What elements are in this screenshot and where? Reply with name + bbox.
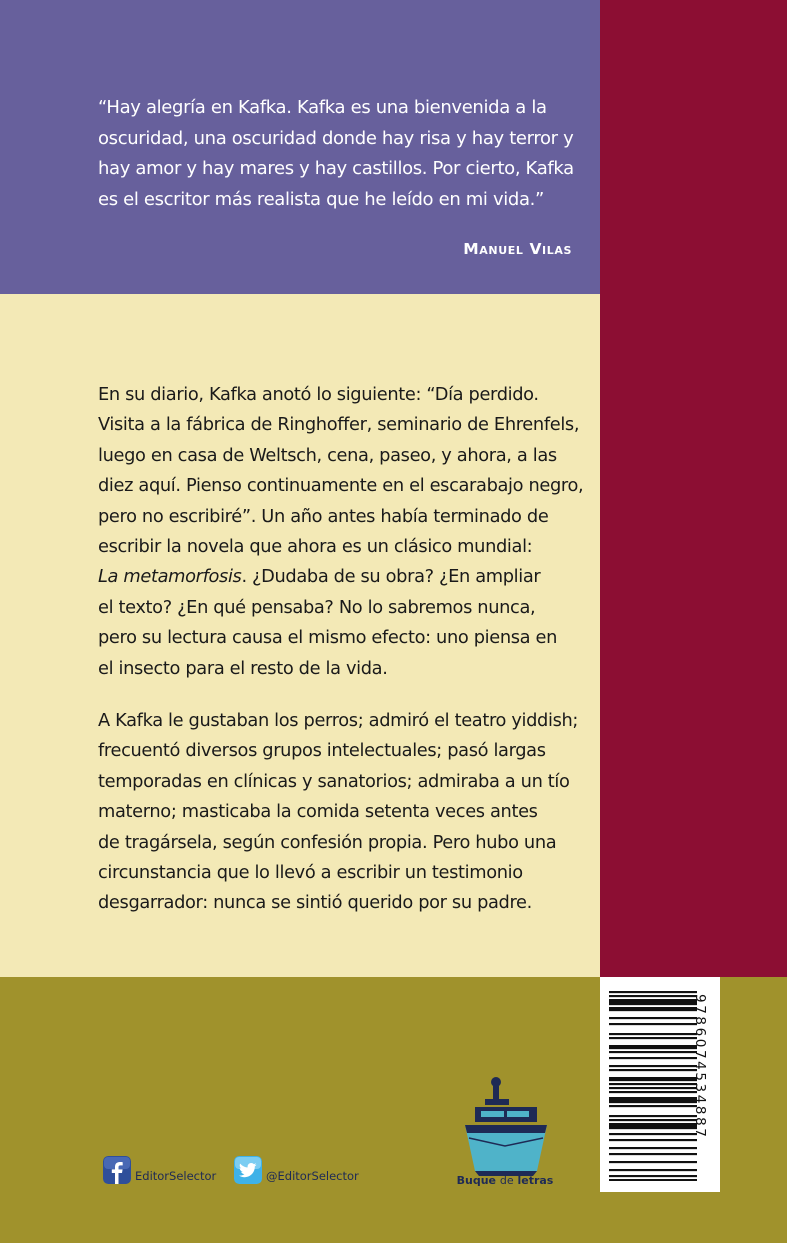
twitter-bird-icon: [234, 1156, 262, 1184]
book-title: La metamorfosis: [98, 566, 242, 588]
barcode-bar: [609, 1079, 697, 1081]
barcode-bar: [609, 999, 697, 1001]
blurb-quote: [98, 93, 588, 215]
barcode-bar: [609, 1099, 697, 1101]
barcode-bar: [609, 1087, 697, 1089]
publisher-word: Buque: [456, 1174, 497, 1187]
text-line: pero no escribiré”. Un año antes había terminado de: [98, 505, 549, 527]
barcode-bar: [609, 1009, 697, 1011]
barcode-bar: [609, 1057, 697, 1059]
text-line: temporadas en clínicas y sanatorios; admiraba a un tío: [98, 770, 570, 792]
twitter-handle: @EditorSelector: [266, 1169, 359, 1183]
text-line: Visita a la fábrica de Ringhoffer, seminario de Ehrenfels,: [98, 414, 580, 436]
barcode-bar: [609, 1153, 697, 1155]
quote-author: Manuel Vilas: [463, 240, 572, 258]
barcode-bar: [609, 1077, 697, 1079]
text-line: el insecto para el resto de la vida.: [98, 657, 388, 679]
text-fragment: . ¿Dudaba de su obra? ¿En ampliar: [241, 566, 541, 588]
barcode-bar: [609, 1179, 697, 1181]
synopsis-paragraph-2: [98, 706, 588, 919]
barcode-bar: [609, 1119, 697, 1121]
text-line: A Kafka le gustaban los perros; admiró el teatro yiddish;: [98, 710, 579, 731]
barcode-bar: [609, 1133, 697, 1135]
facebook-handle: EditorSelector: [135, 1169, 217, 1183]
barcode-bar: [609, 991, 697, 993]
text-line: materno; masticaba la comida setenta veces antes: [98, 801, 538, 823]
facebook-icon: [103, 1156, 131, 1184]
text-line: En su diario, Kafka anotó lo siguiente: “Día perdido.: [98, 384, 539, 405]
synopsis-paragraph-1: [98, 380, 588, 684]
text-line: frecuentó diversos grupos intelectuales; pasó largas: [98, 740, 546, 762]
barcode-bar: [609, 1033, 697, 1035]
text-line: [98, 562, 588, 592]
barcode-bar: [609, 1123, 697, 1125]
barcode-bar: [609, 1175, 697, 1177]
barcode-bar: [609, 1065, 697, 1067]
barcode-bar: [609, 1147, 697, 1149]
text-line: luego en casa de Weltsch, cena, paseo, y ahora, a las: [98, 444, 557, 466]
barcode-bar: [609, 995, 697, 997]
barcode-bar: [609, 1139, 697, 1141]
barcode-bar: [609, 1001, 697, 1003]
text-line: circunstancia que lo llevó a escribir un testimonio: [98, 862, 523, 884]
text-line: el texto? ¿En qué pensaba? No lo sabremos nunca,: [98, 596, 536, 618]
barcode-bar: [609, 1007, 697, 1009]
facebook-link[interactable]: [103, 1156, 216, 1184]
quote-line: oscuridad, una oscuridad donde hay risa y hay terror y: [98, 127, 574, 149]
barcode-bar: [609, 1023, 697, 1025]
publisher-logo-label: [455, 1174, 555, 1187]
barcode-bar: [609, 1125, 697, 1127]
barcode-bar: [609, 1105, 697, 1107]
barcode-bars: [609, 991, 699, 1181]
quote-line: “Hay alegría en Kafka. Kafka es una bienvenida a la: [98, 97, 547, 118]
barcode-bar: [609, 1161, 697, 1163]
barcode-bar: [609, 1115, 697, 1117]
barcode-bar: [609, 1101, 697, 1103]
text-line: escribir la novela que ahora es un clásico mundial:: [98, 536, 533, 558]
barcode-bar: [609, 1037, 697, 1039]
barcode-bar: [609, 1017, 697, 1019]
spine-band: [600, 0, 787, 977]
quote-line: hay amor y hay mares y hay castillos. Por cierto, Kafka: [98, 158, 574, 179]
text-line: de tragársela, según confesión propia. Pero hubo una: [98, 831, 557, 853]
barcode-bar: [609, 1083, 697, 1085]
barcode-bar: [609, 1097, 697, 1099]
text-line: diez aquí. Pienso continuamente en el escarabajo negro,: [98, 475, 584, 497]
isbn-number: 9786074534887: [692, 994, 708, 1140]
publisher-word: de: [499, 1174, 514, 1187]
barcode-bar: [609, 1045, 697, 1047]
barcode-bar: [609, 1169, 697, 1171]
twitter-link[interactable]: [234, 1156, 359, 1184]
isbn-barcode: [600, 977, 720, 1192]
publisher-word: letras: [517, 1174, 554, 1187]
text-line: pero su lectura causa el mismo efecto: uno piensa en: [98, 627, 558, 649]
barcode-bar: [609, 1091, 697, 1093]
barcode-bar: [609, 1051, 697, 1053]
quote-line: es el escritor más realista que he leído en mi vida.”: [98, 188, 545, 210]
barcode-bar: [609, 1003, 697, 1005]
barcode-bar: [609, 1047, 697, 1049]
barcode-bar: [609, 1069, 697, 1071]
barcode-bar: [609, 1127, 697, 1129]
text-line: desgarrador: nunca se sintió querido por su padre.: [98, 892, 532, 914]
